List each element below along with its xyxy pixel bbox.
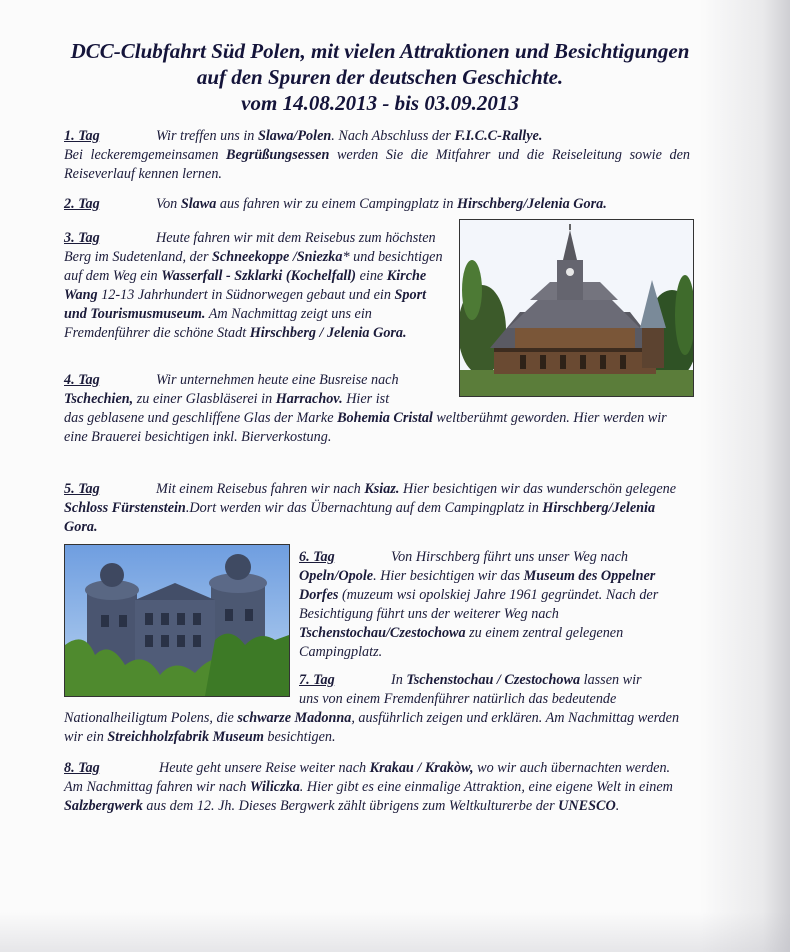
day-3-text-3: eine	[356, 268, 387, 284]
day-6-paragraph	[299, 548, 679, 662]
day-4-place: Harrachov.	[275, 391, 343, 407]
day-3-text: Heute fahren wir mit dem Reisebus zum höchsten Berg im Sudetenland, der	[64, 230, 436, 265]
day-2-place: Slawa	[180, 196, 217, 212]
day-7-madonna: schwarze Madonna	[237, 710, 352, 726]
day-1-place: Slawa/Polen	[257, 128, 332, 144]
day-5-text-3: .Dort werden wir das Übernachtung auf dem Campingplatz in	[185, 500, 543, 516]
day-4-text: Wir unternehmen heute eine Busreise nach	[156, 372, 399, 388]
day-1-text-2: . Nach Abschluss der	[331, 128, 455, 144]
page-title	[40, 38, 720, 116]
day-2-label: 2. Tag	[64, 196, 100, 212]
day-8-salt-mine: Salzbergwerk	[64, 798, 143, 814]
day-3-text-2: * und besichtigen auf dem Weg ein	[64, 249, 443, 284]
day-7-text-5: , ausführlich zeigen und erklären. Am Nachmittag werden wir ein	[64, 710, 680, 745]
day-1-text-4: werden Sie die Mitfahrer und die Reiseleitung sowie den Reiseverlauf kennen lernen.	[64, 147, 691, 182]
day-7-text-3: uns von einem Fremdenführer natürlich das bedeutende	[299, 691, 617, 707]
day-8-text-3: . Hier gibt es eine einmalige Attraktion, eine eigene Welt in einem	[299, 779, 673, 795]
scan-shadow-edge	[700, 0, 790, 952]
day-2-paragraph	[64, 195, 690, 214]
day-7-label: 7. Tag	[299, 672, 335, 688]
day-8-text-5: .	[615, 798, 620, 814]
day-5-destination: Hirschberg/Jelenia Gora.	[64, 500, 656, 535]
day-2-text-2: aus fahren wir zu einem Campingplatz in	[216, 196, 457, 212]
day-7-text-2: lassen wir	[580, 672, 642, 688]
day-4-text-5: weltberühmt geworden. Hier werden wir eine Brauerei besichtigen inkl. Bierverkostung.	[64, 410, 667, 445]
day-8-unesco: UNESCO	[558, 798, 616, 814]
day-6-place: Opeln/Opole	[299, 568, 374, 584]
day-5-paragraph	[64, 480, 690, 537]
day-6-museum: Museum des Oppelner Dorfes	[299, 568, 656, 603]
day-7-text-4: Nationalheiligtum Polens, die	[64, 710, 238, 726]
day-4-text-3: Hier ist	[342, 391, 390, 407]
day-6-destination: Tschenstochau/Czestochowa	[299, 625, 466, 641]
day-3-waterfall: Wasserfall - Szklarki (Kochelfall)	[161, 268, 357, 284]
day-3-city: Hirschberg / Jelenia Gora.	[249, 325, 407, 341]
title-line-3: vom 14.08.2013 - bis 03.09.2013	[241, 91, 519, 115]
day-5-text: Mit einem Reisebus fahren wir nach	[156, 481, 365, 497]
day-4-text-2: zu einer Glasbläserei in	[133, 391, 276, 407]
day-2-text: Von	[156, 196, 181, 212]
day-3-mountain: Schneekoppe /Sniezka	[212, 249, 343, 265]
day-4-paragraph-bottom	[64, 409, 690, 447]
day-1-text-3: Bei leckeremgemeinsamen	[64, 147, 227, 163]
day-1-text: Wir treffen uns in	[156, 128, 258, 144]
day-8-paragraph	[64, 759, 690, 816]
day-8-text: Heute geht unsere Reise weiter nach	[159, 760, 370, 776]
day-6-text-4: zu einem zentral gelegenen Campingplatz.	[299, 625, 624, 660]
day-7-text: In	[391, 672, 407, 688]
church-wang-photo	[459, 219, 694, 397]
day-7-paragraph-bottom	[64, 709, 690, 747]
day-5-castle: Schloss Fürstenstein	[64, 500, 186, 516]
title-line-1: DCC-Clubfahrt Süd Polen, mit vielen Attraktionen und Besichtigungen	[70, 39, 690, 63]
day-5-label: 5. Tag	[64, 481, 100, 497]
day-1-rally: F.I.C.C-Rallye.	[454, 128, 543, 144]
day-8-text-2: wo wir auch übernachten werden. Am Nachmittag fahren wir nach	[64, 760, 671, 795]
day-1-label: 1. Tag	[64, 128, 100, 144]
day-3-church: Kirche Wang	[64, 268, 427, 303]
day-1-dinner: Begrüßungsessen	[226, 147, 330, 163]
day-3-text-4: 12-13 Jahrhundert in Südnorwegen gebaut und ein	[97, 287, 395, 303]
day-3-museum: Sport und Tourismusmuseum.	[64, 287, 427, 322]
day-6-text: Von Hirschberg führt uns unser Weg nach	[391, 549, 628, 565]
day-4-text-4: das geblasene und geschliffene Glas der Marke	[64, 410, 338, 426]
day-4-label: 4. Tag	[64, 372, 100, 388]
day-1-paragraph	[64, 127, 690, 184]
day-5-place: Ksiaz.	[364, 481, 400, 497]
day-6-label: 6. Tag	[299, 549, 335, 565]
day-7-paragraph-top	[299, 671, 679, 709]
day-8-text-4: aus dem 12. Jh. Dieses Bergwerk zählt übrigens zum Weltkulturerbe der	[142, 798, 559, 814]
day-2-destination: Hirschberg/Jelenia Gora.	[456, 196, 607, 212]
day-4-brand: Bohemia Cristal	[337, 410, 433, 426]
day-8-place: Krakau / Krakòw,	[369, 760, 474, 776]
day-8-label: 8. Tag	[64, 760, 100, 776]
schloss-fuerstenstein-photo	[64, 544, 290, 697]
day-8-town: Wiliczka	[249, 779, 300, 795]
day-7-text-6: besichtigen.	[263, 729, 336, 745]
day-4-paragraph-top	[64, 371, 458, 409]
day-6-text-3: (muzeum wsi opolskiej Jahre 1961 gegründet. Nach der Besichtigung führt uns der weiterer Weg nach	[299, 587, 659, 622]
day-4-country: Tschechien,	[64, 391, 134, 407]
day-3-text-5: Am Nachmittag zeigt uns ein Fremdenführer die schöne Stadt	[64, 306, 372, 341]
day-7-place: Tschenstochau / Czestochowa	[406, 672, 581, 688]
day-7-museum: Streichholzfabrik Museum	[107, 729, 264, 745]
day-5-text-2: Hier besichtigen wir das wunderschön gelegene	[399, 481, 677, 497]
day-6-text-2: . Hier besichtigen wir das	[373, 568, 524, 584]
day-3-paragraph	[64, 229, 448, 343]
scan-shadow-bottom	[0, 912, 790, 952]
day-3-label: 3. Tag	[64, 230, 100, 246]
title-line-2: auf den Spuren der deutschen Geschichte.	[196, 65, 564, 89]
